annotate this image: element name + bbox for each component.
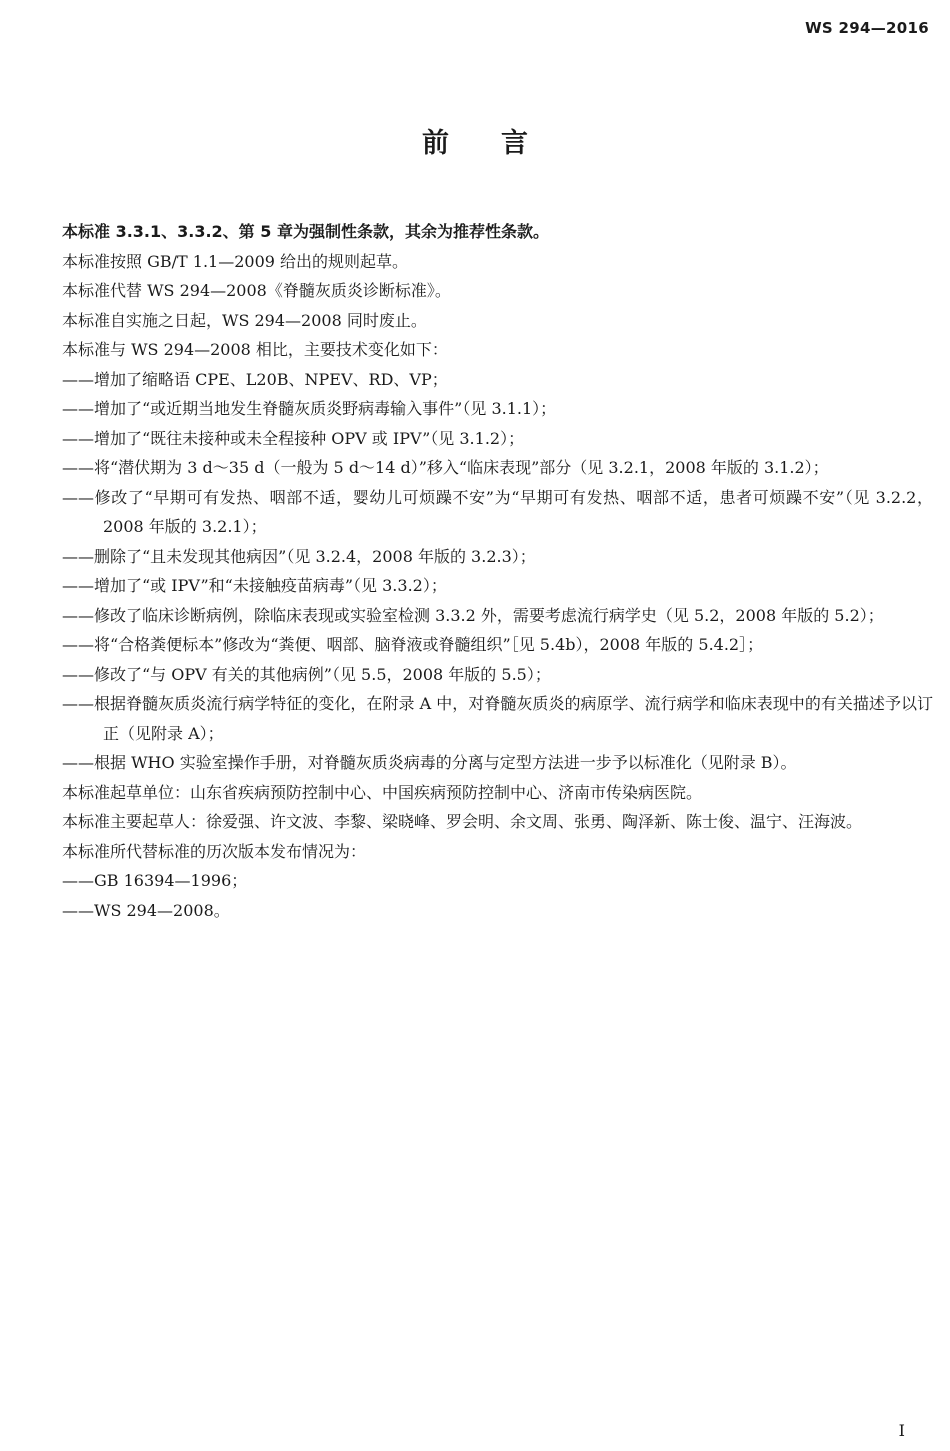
change-list-item: ——修改了“与 OPV 有关的其他病例”（见 5.5，2008 年版的 5.5）； — [62, 664, 551, 684]
change-list-item: ——将“潜伏期为 3 d～35 d（一般为 5 d～14 d）”移入“临床表现”部分（见 3.2.1，2008 年版的 3.1.2）； — [62, 458, 829, 477]
change-list-item: ——增加了缩略语 CPE、L20B、NPEV、RD、VP； — [62, 369, 448, 389]
page-title: 前言 — [422, 128, 580, 159]
foreword-paragraph: 本标准代替 WS 294—2008《脊髓灰质炎诊断标准》。 — [62, 281, 451, 300]
foreword-paragraph: 本标准主要起草人：徐爱强、许文波、李黎、梁晓峰、罗会明、余文周、张勇、陶泽新、陈士俊、温宁、汪海波。 — [62, 812, 863, 831]
document-code: WS 294—2016 — [805, 19, 929, 37]
change-list-item: ——增加了“或 IPV”和“未接触疫苗病毒”（见 3.3.2）； — [62, 576, 447, 595]
change-list-item: ——修改了“早期可有发热、咽部不适，婴幼儿可烦躁不安”为“早期可有发热、咽部不适，患者可烦躁不安”（见 3.2.2，2008 年版的 3.2.1）； — [62, 487, 933, 536]
foreword-paragraph: 本标准自实施之日起，WS 294—2008 同时废止。 — [62, 310, 427, 330]
foreword-paragraph: 本标准起草单位：山东省疾病预防控制中心、中国疾病预防控制中心、济南市传染病医院。 — [62, 782, 703, 802]
foreword-paragraph: 本标准所代替标准的历次版本发布情况为： — [62, 841, 367, 861]
foreword-paragraph: 本标准与 WS 294—2008 相比，主要技术变化如下： — [62, 340, 448, 359]
change-list-item: ——WS 294—2008。 — [62, 900, 230, 920]
page-number: I — [898, 1421, 905, 1440]
change-list-item: ——GB 16394—1996； — [62, 871, 248, 890]
foreword-body — [21, 217, 933, 925]
change-list-item: ——增加了“或近期当地发生脊髓灰质炎野病毒输入事件”（见 3.1.1）； — [62, 399, 557, 418]
change-list-item: ——将“合格粪便标本”修改为“粪便、咽部、脑脊液或脊髓组织”［见 5.4b），2008 年版的 5.4.2］； — [62, 635, 764, 654]
foreword-paragraph: 本标准按照 GB/T 1.1—2009 给出的规则起草。 — [62, 251, 409, 271]
change-list-item: ——修改了临床诊断病例，除临床表现或实验室检测 3.3.2 外，需要考虑流行病学史（见 5.2，2008 年版的 5.2）； — [62, 605, 884, 625]
change-list-item: ——根据脊髓灰质炎流行病学特征的变化，在附录 A 中，对脊髓灰质炎的病原学、流行病学和临床表现中的有关描述予以订正（见附录 A）； — [62, 694, 933, 743]
change-list-item: ——删除了“且未发现其他病因”（见 3.2.4，2008 年版的 3.2.3）； — [62, 546, 536, 566]
change-list-item: ——根据 WHO 实验室操作手册，对脊髓灰质炎病毒的分离与定型方法进一步予以标准化（见附录 B）。 — [62, 753, 797, 772]
change-list-item: ——增加了“既往未接种或未全程接种 OPV 或 IPV”（见 3.1.2）； — [62, 428, 525, 448]
foreword-paragraph: 本标准 3.3.1、3.3.2、第 5 章为强制性条款，其余为推荐性条款。 — [62, 222, 549, 241]
